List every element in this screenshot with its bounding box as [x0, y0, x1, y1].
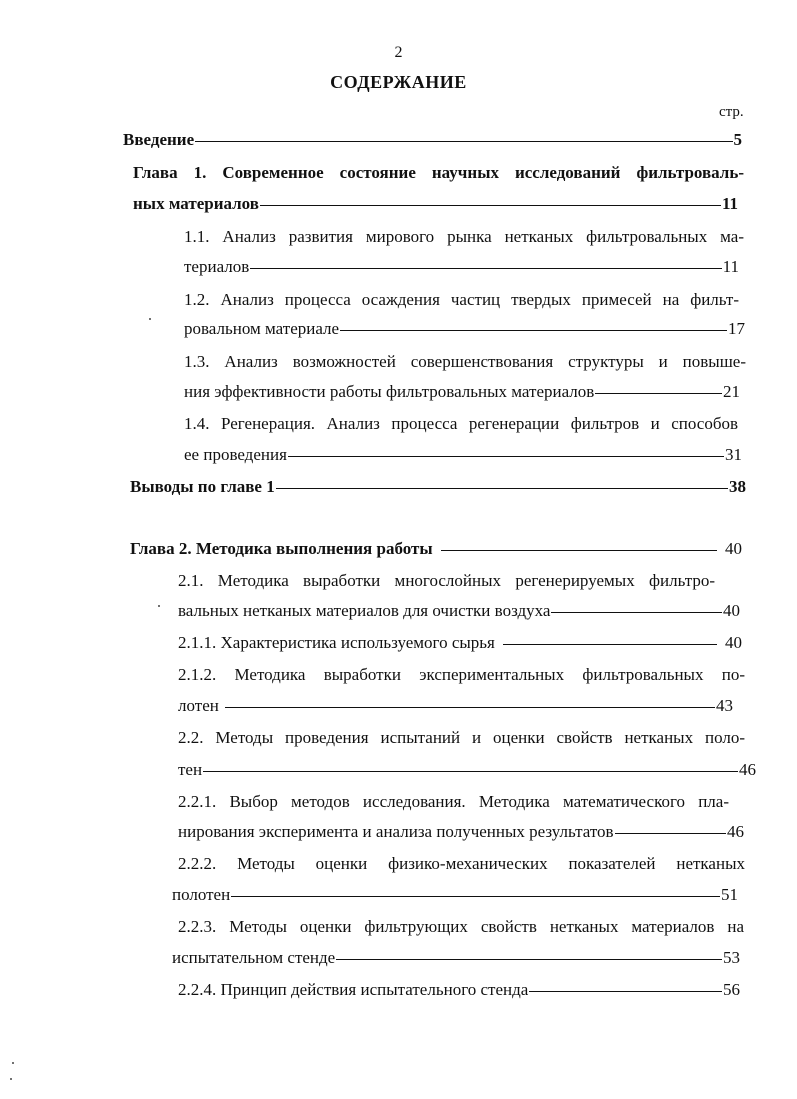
leader-line	[595, 393, 722, 394]
toc-entry-title: ее проведения	[184, 445, 287, 464]
toc-entry-title: Выводы по главе 1	[130, 477, 275, 496]
toc-entry-title: ных материалов	[133, 194, 259, 213]
toc-page-number: 11	[722, 257, 739, 276]
toc-page-number: 53	[723, 948, 740, 967]
leader-line	[503, 644, 717, 645]
toc-entry-conclusions-1	[130, 477, 746, 497]
toc-entry-1-2: 1.2. Анализ процесса осаждения частиц твердых примесей на фильт-	[184, 290, 739, 309]
leader-line	[250, 268, 721, 269]
toc-entry-2-1-2: 2.1.2. Методика выработки экспериментальных фильтровальных по-	[178, 665, 745, 684]
toc-page-number: 46	[739, 760, 756, 779]
toc-entry-2-1: 2.1. Методика выработки многослойных регенерируемых фильтро-	[178, 571, 715, 590]
toc-page-number: 40	[725, 633, 742, 652]
toc-entry-2-2: 2.2. Методы проведения испытаний и оценки свойств нетканых поло-	[178, 728, 745, 747]
toc-entry-title: Введение	[123, 130, 195, 149]
toc-entry-1-3: 1.3. Анализ возможностей совершенствования структуры и повыше-	[184, 352, 746, 371]
page-column-label: стр.	[719, 104, 744, 120]
leader-line	[551, 612, 722, 613]
toc-entry-1-4: 1.4. Регенерация. Анализ процесса регенерации фильтров и способов	[184, 414, 738, 433]
scan-speck	[158, 605, 160, 607]
toc-entry-1-4-cont	[184, 445, 742, 465]
toc-entry-1-1: 1.1. Анализ развития мирового рынка нетканых фильтровальных ма-	[184, 227, 744, 246]
leader-line	[529, 991, 722, 992]
toc-entry-title: испытательном стенде	[172, 948, 336, 967]
toc-page-number: 40	[723, 601, 740, 620]
toc-entry-title: ния эффективности работы фильтровальных материалов	[184, 382, 595, 401]
toc-entry-2-1-2-cont	[178, 696, 733, 716]
toc-entry-title: ровальном материале	[184, 319, 340, 338]
toc-page-number: 38	[729, 477, 746, 496]
scan-speck	[12, 1062, 14, 1064]
toc-entry-2-2-2-cont	[172, 885, 738, 905]
toc-page-number: 46	[727, 822, 744, 841]
toc-page-number: 17	[728, 319, 745, 338]
toc-entry-title: полотен	[172, 885, 231, 904]
toc-entry-2-2-1-cont	[178, 822, 744, 842]
leader-line	[231, 896, 720, 897]
leader-line	[276, 488, 728, 489]
toc-entry-1-3-cont	[184, 382, 740, 402]
toc-entry-title: 2.1.1. Характеристика используемого сырья	[178, 633, 495, 652]
leader-line	[203, 771, 738, 772]
toc-entry-2-1-1	[178, 633, 742, 653]
toc-entry-2-2-1: 2.2.1. Выбор методов исследования. Методика математического пла-	[178, 792, 729, 811]
toc-entry-title: вальных нетканых материалов для очистки воздуха	[178, 601, 551, 620]
toc-entry-2-2-3-cont	[172, 948, 740, 968]
toc-entry-chapter-2	[130, 539, 742, 559]
toc-entry-1-2-cont	[184, 319, 745, 339]
toc-entry-2-1-cont	[178, 601, 740, 621]
toc-page-number: 31	[725, 445, 742, 464]
toc-entry-title: териалов	[184, 257, 250, 276]
leader-line	[340, 330, 727, 331]
leader-line	[260, 205, 721, 206]
toc-entry-2-2-4	[178, 980, 740, 1000]
toc-page-number: 51	[721, 885, 738, 904]
toc-entry-title: Глава 2. Методика выполнения работы	[130, 539, 433, 558]
leader-line	[615, 833, 726, 834]
toc-entry-chapter-1: Глава 1. Современное состояние научных исследований фильтроваль-	[133, 163, 744, 182]
toc-page-number: 11	[721, 194, 738, 213]
toc-page-number: 5	[733, 130, 742, 149]
page-title: СОДЕРЖАНИЕ	[330, 72, 467, 92]
toc-entry-2-2-2: 2.2.2. Методы оценки физико-механических показателей нетканых	[178, 854, 745, 873]
leader-line	[336, 959, 722, 960]
toc-entry-title: лотен	[178, 696, 219, 715]
toc-entry-title: тен	[178, 760, 203, 779]
toc-entry-1-1-cont	[184, 257, 739, 277]
toc-entry-2-2-3: 2.2.3. Методы оценки фильтрующих свойств нетканых материалов на	[178, 917, 744, 936]
leader-line	[288, 456, 724, 457]
leader-line	[195, 141, 732, 142]
page-number: 2	[394, 44, 403, 61]
scan-speck	[10, 1078, 12, 1080]
toc-entry-chapter-1-cont	[133, 194, 738, 214]
scan-speck	[149, 318, 151, 320]
toc-entry-title: 2.2.4. Принцип действия испытательного стенда	[178, 980, 529, 999]
toc-page-number: 43	[716, 696, 733, 715]
toc-page-number: 21	[723, 382, 740, 401]
leader-line	[225, 707, 715, 708]
toc-entry-2-2-cont	[178, 760, 756, 780]
toc-page-number: 56	[723, 980, 740, 999]
toc-entry-intro	[123, 130, 742, 150]
leader-line	[441, 550, 717, 551]
toc-page-number: 40	[725, 539, 742, 558]
toc-entry-title: нирования эксперимента и анализа полученных результатов	[178, 822, 614, 841]
